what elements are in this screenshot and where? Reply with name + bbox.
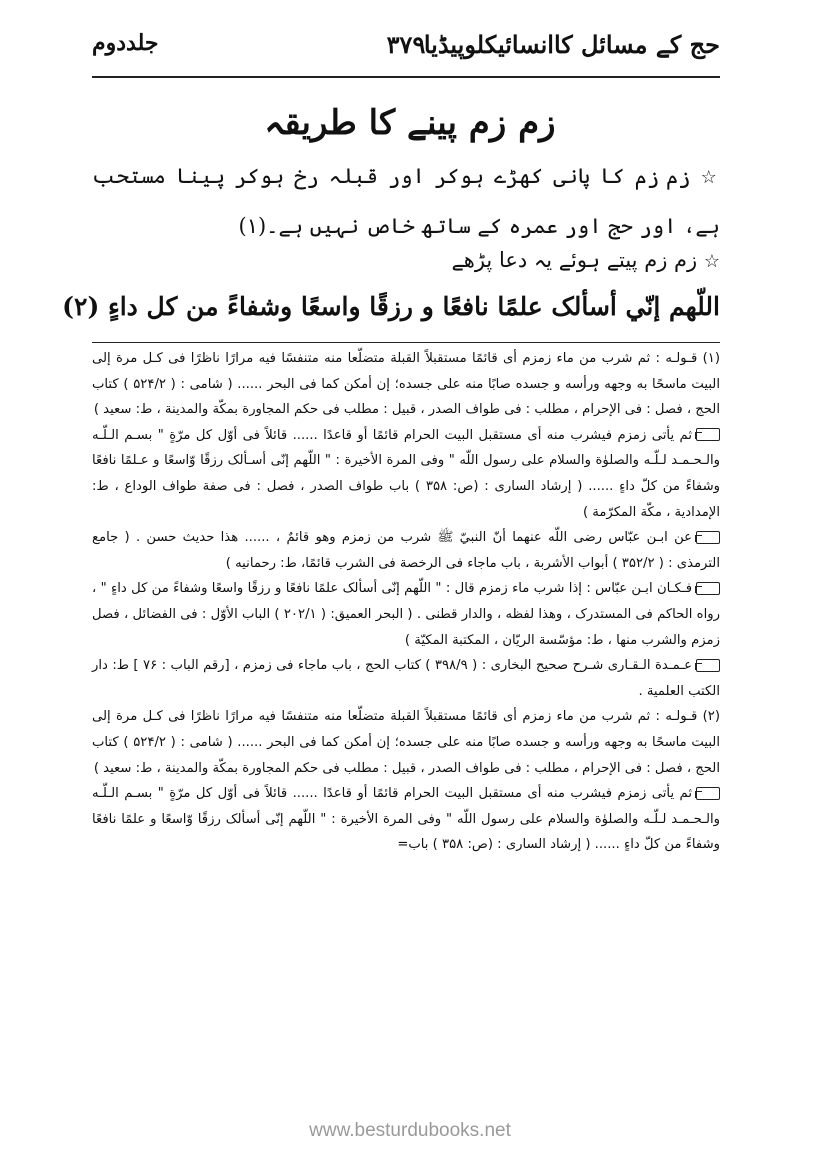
running-title: حج کے مسائل کاانسائیکلوپیڈیا — [423, 30, 720, 59]
footnote-text: (۲) قـولـه : ثم شرب من ماء زمزم أى قائمًا مستقبلاً القبلة متضلّعا منه متنفسًا فيه مرارًا ناظرًا فى كـل مرة إلى البيت ماسحًا به وجهه ورأسه و جسده صابًا منه على جسده؛ إن أمكن كما فى البحر ...... ( شامى : ( ۵۲۴/۲ ) كتاب الحج ، فصل : فى الإحرام ، مطلب : فى طواف الصدر ، قبيل : مطلب فى حكم المجاورة بمكّة والمدينة ، ط: سعيد ) — [92, 709, 720, 776]
footnote-2 — [92, 423, 720, 525]
footnotes — [92, 346, 720, 858]
footnote-5 — [92, 653, 720, 704]
page-number: ۳۷۹ — [386, 30, 426, 59]
chapter-title: زم زم پینے کا طریقہ — [264, 103, 556, 143]
reference-marker-icon — [696, 428, 720, 441]
star-bullet-icon: ☆ — [700, 167, 720, 188]
body-paragraph-2 — [92, 236, 720, 286]
reference-marker-icon — [696, 787, 720, 800]
footnote-text: عن ابـن عبّاس رضى اللّه عنهما أنّ النبيّ ﷺ شرب من زمزم وهو قائمٌ ، ...... هذا حديث حسن . ( جامع الترمذى : ( ۳۵۲/۲ ) أبواب الأشربة ، باب ماجاء فى الرخصة فى الشرب قائمًا، ط: رحمانيه ) — [92, 530, 720, 571]
reference-marker-icon — [696, 582, 720, 595]
footnote-text: ثم يأتى زمزم فيشرب منه أى مستقبل البيت الحرام قائمًا أو قاعدًا ...... قائلاً فى أوّل كل مرّةٍ " بسـم الـلّـه والـحـمـد لـلّـه والصلوٰة والسلام على رسول اللّه " وفى المرة الأخيرة : " اللّهم إنّى أسـألک رزقًا وّاسعًا و عـلمًا نافعًا وشفاءً من كلّ داءٍ ...... ( إرشاد السارى : (ص: ۳۵۸ ) باب طواف الصدر ، فصل : فى صفة طواف الوداع ، ط: الإمدادية ، مكّة المكرّمة ) — [92, 427, 720, 520]
footnote-text: (۱) قـولـه : ثم شرب من ماء زمزم أى قائمًا مستقبلاً القبلة متضلّعا منه متنفسًا فيه مرارًا ناظرًا فى كـل مرة إلى البيت ماسحًا به وجهه ورأسه و جسده صابًا منه على جسده؛ إن أمكن كما فى البحر ...... ( شامى : ( ۵۲۴/۲ ) كتاب الحج ، فصل : فى الإحرام ، مطلب : فى طواف الصدر ، قبيل : مطلب فى حكم المجاورة بمكّة والمدينة ، ط: سعيد ) — [92, 351, 720, 418]
reference-marker-icon — [696, 659, 720, 672]
header-rule — [92, 76, 720, 78]
website-footer: www.besturdubooks.net — [309, 1120, 511, 1141]
footnote-4 — [92, 576, 720, 653]
dua-text: اللّهم إنّي أسألک علمًا نافعًا و رزقًا واسعًا وشفاءً من كل داءٍ (۲) — [62, 292, 720, 321]
footnote-text: ثم يأتى زمزم فيشرب منه أى مستقبل البيت الحرام قائمًا أو قاعدًا ...... قائلاً فى أوّل كل مرّةٍ " بسـم الـلّـه والـحـمـد لـلّـه والصلوٰة والسلام على رسول اللّه " وفى المرة الأخيرة : " اللّهم إنّى أسألک رزقًا وّاسعًا و علمًا نافعًا وشفاءً من كلّ داءٍ ...... ( إرشاد السارى : (ص: ۳۵۸ ) باب= — [92, 786, 720, 853]
footnote-7 — [92, 781, 720, 858]
volume-label: جلددوم — [92, 30, 159, 56]
star-bullet-icon: ☆ — [703, 251, 720, 272]
paragraph-text: زم زم کا پانی کھڑے ہوکر اور قبلہ رخ ہوکر پینا مستحب ہے، اور حج اور عمرہ کے ساتھ خاص نہیں ہے۔(۱) — [92, 164, 720, 238]
paragraph-text: زم زم پیتے ہوئے یہ دعا پڑھے — [451, 248, 698, 272]
page-header — [92, 22, 720, 74]
footnote-rule — [92, 342, 720, 343]
footnote-text: عـمـدة الـقـارى شـرح صحيح البخارى : ( ۳۹۸/۹ ) كتاب الحج ، باب ماجاء فى زمزم ، [رقم الباب : ۷۶ ] ط: دار الكتب العلمية . — [92, 658, 720, 699]
reference-marker-icon — [696, 531, 720, 544]
footnote-1 — [92, 346, 720, 423]
footnote-3 — [92, 525, 720, 576]
footnote-6 — [92, 704, 720, 781]
footnote-text: فـكـان ابـن عبّاس : إذا شرب ماء زمزم قال : " اللّهم إنّى أسألک علمًا نافعًا و رزقًا واسعًا وشفاءً من كل داءٍ " ، رواه الحاكم فى المستدرک ، وهذا لفظه ، والدار قطنى . ( البحر العميق: ( ۲۰۲/۱ ) الباب الأوّل : فى الفضائل ، فصل زمزم والشرب منها ، ط: مؤسّسة الريّان ، المكتبة المكيّة ) — [92, 581, 720, 648]
